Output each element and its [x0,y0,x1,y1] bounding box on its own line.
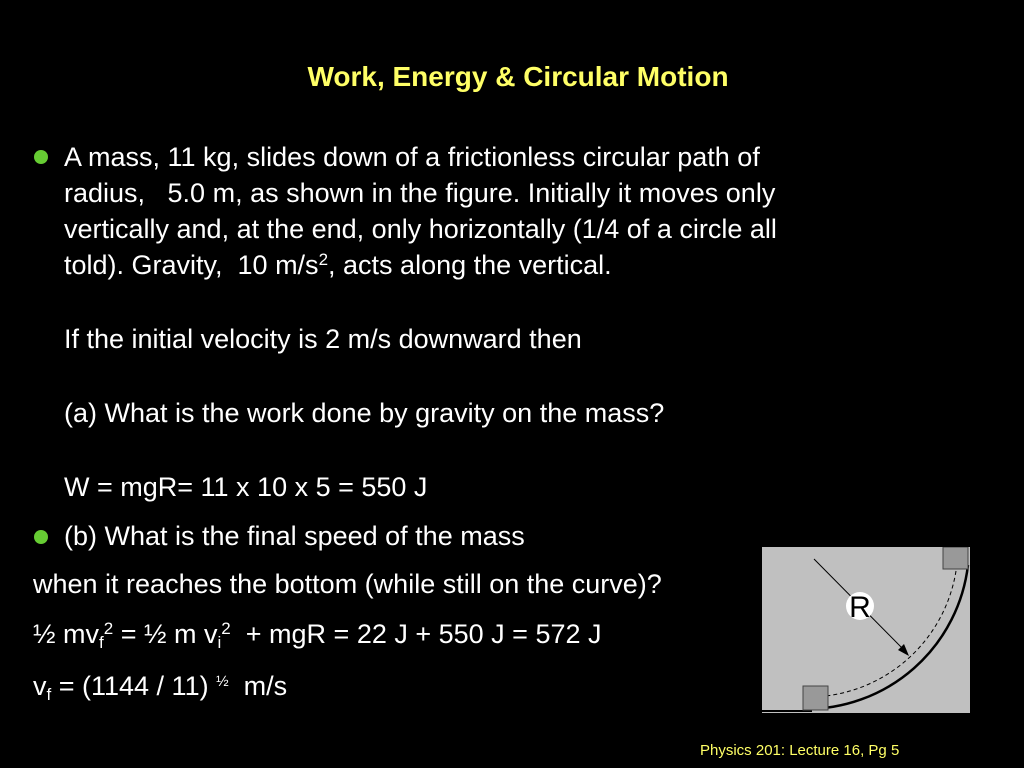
energy-equation [33,616,602,652]
problem-statement [64,139,777,283]
slide-footer: Physics 201: Lecture 16, Pg 5 [700,742,900,759]
mass-block-top [943,547,968,569]
bullet-dot [34,530,48,544]
problem-line-4 [64,247,777,283]
question-b: (b) What is the final speed of the mass [64,521,525,551]
initial-velocity-text: If the initial velocity is 2 m/s downward then [64,324,582,354]
eq1-term-b: = ½ m v [113,619,218,649]
gravity-exponent: 2 [318,250,329,269]
problem-line-1: A mass, 11 kg, slides down of a frictionless circular path of [64,142,760,172]
mass-block-bottom [803,686,828,710]
circular-path-diagram [762,547,970,713]
circular-path-figure [762,547,970,713]
radius-label: R [849,591,871,624]
eq2-sub-f: f [46,685,52,704]
final-speed-equation [33,668,287,704]
eq1-term-a: ½ mv [33,619,100,649]
circular-track [805,565,968,709]
question-b-continuation: when it reaches the bottom (while still on the curve)? [33,569,662,599]
eq1-sup-a: 2 [103,619,114,638]
eq1-sub-f: f [99,633,104,652]
gravity-text-end: , acts along the vertical. [328,250,612,280]
eq2-term-a: v [33,671,47,701]
question-a: (a) What is the work done by gravity on the mass? [64,398,665,428]
gravity-text: told). Gravity, 10 m/s [64,250,319,280]
mass-path-dashed [811,571,956,697]
eq2-sup-half: ½ [216,673,229,690]
bullet-dot [34,150,48,164]
eq1-term-c: + mgR = 22 J + 550 J = 572 J [230,619,602,649]
eq2-term-b: = (1144 / 11) [51,671,217,701]
problem-line-2: radius, 5.0 m, as shown in the figure. Initially it moves only [64,178,776,208]
eq2-term-c: m/s [228,671,288,701]
problem-line-3: vertically and, at the end, only horizontally (1/4 of a circle all [64,214,777,244]
eq1-sup-b: 2 [221,619,231,638]
answer-a: W = mgR= 11 x 10 x 5 = 550 J [64,472,428,502]
eq1-sub-i: i [217,633,222,652]
slide-title: Work, Energy & Circular Motion [307,61,729,92]
